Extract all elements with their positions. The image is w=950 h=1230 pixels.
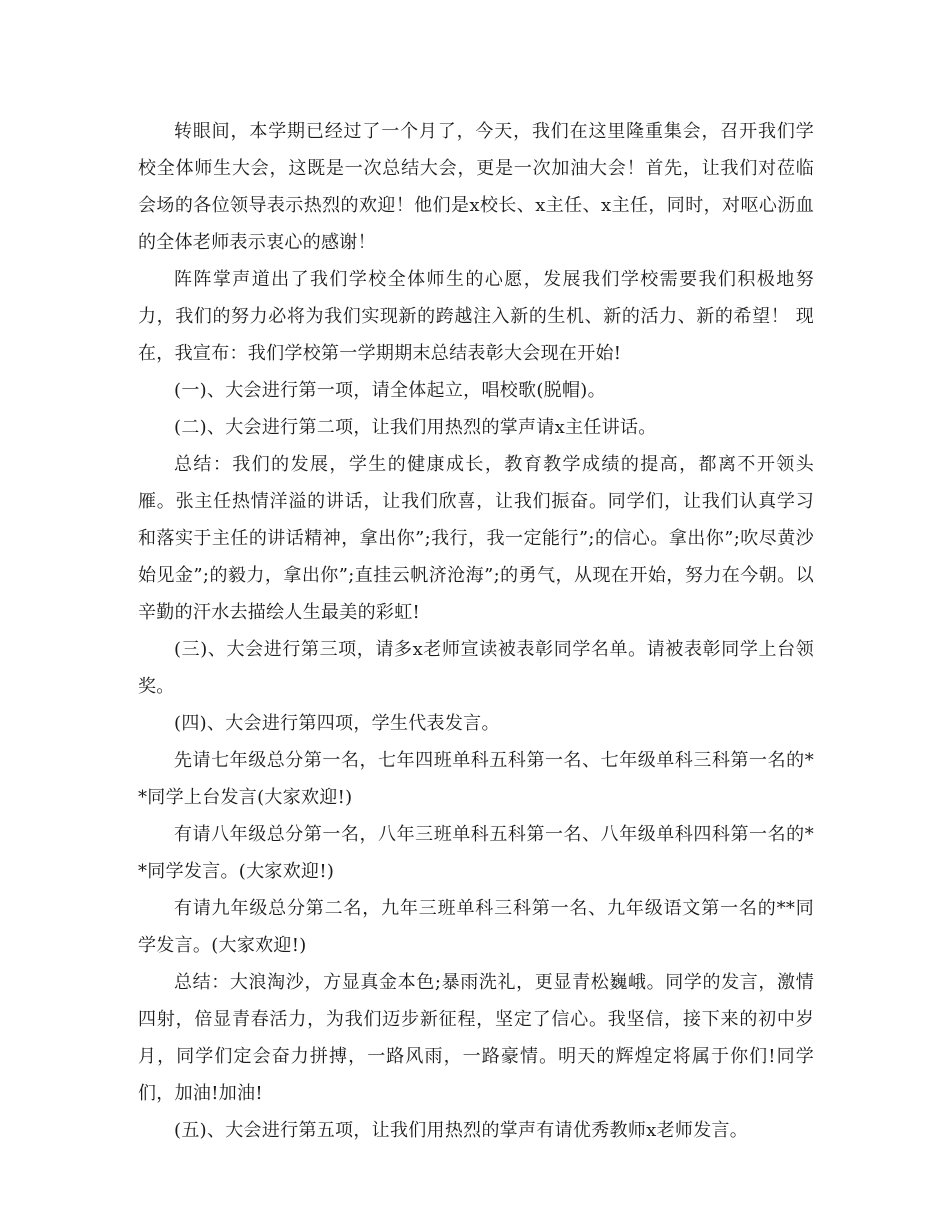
paragraph-speaker-grade7: 先请七年级总分第一名，七年四班单科五科第一名、七年级单科三科第一名的**同学上台发言(大家欢迎!) <box>138 750 814 808</box>
paragraph-item-5: (五)、大会进行第五项，让我们用热烈的掌声有请优秀教师x老师发言。 <box>174 1120 749 1141</box>
paragraph-item-1: (一)、大会进行第一项，请全体起立，唱校歌(脱帽)。 <box>174 380 606 401</box>
paragraph-summary-1: 总结：我们的发展，学生的健康成长，教育教学成绩的提高，都离不开领头雁。张主任热情洋溢的讲话，让我们欣喜，让我们振奋。同学们，让我们认真学习和落实于主任的讲话精神，拿出你”;我行，我一定能行”;的信心。拿出你”;吹尽黄沙始见金”;的毅力，拿出你”;直挂云帆济沧海”;的勇气，从现在开始，努力在今朝。以辛勤的汗水去描绘人生最美的彩虹! <box>138 454 814 623</box>
paragraph-item-4: (四)、大会进行第四项，学生代表发言。 <box>174 713 500 734</box>
paragraph-speaker-grade8: 有请八年级总分第一名，八年三班单科五科第一名、八年级单科四科第一名的**同学发言。(大家欢迎!) <box>138 824 814 882</box>
paragraph-opening: 转眼间，本学期已经过了一个月了，今天，我们在这里隆重集会，召开我们学校全体师生大会，这既是一次总结大会，更是一次加油大会！首先，让我们对莅临会场的各位领导表示热烈的欢迎！他们是x校长、x主任、x主任，同时，对呕心沥血的全体老师表示衷心的感谢！ <box>138 121 814 253</box>
paragraph-speaker-grade9: 有请九年级总分第二名，九年三班单科三科第一名、九年级语文第一名的**同学发言。(大家欢迎!) <box>138 898 814 956</box>
paragraph-announcement: 阵阵掌声道出了我们学校全体师生的心愿，发展我们学校需要我们积极地努力，我们的努力必将为我们实现新的跨越注入新的生机、新的活力、新的希望！ 现在，我宣布：我们学校第一学期期末总结表彰大会现在开始! <box>138 269 814 364</box>
document-body <box>138 113 814 1149</box>
paragraph-item-2: (二)、大会进行第二项，让我们用热烈的掌声请x主任讲话。 <box>174 417 657 438</box>
paragraph-item-3: (三)、大会进行第三项，请多x老师宣读被表彰同学名单。请被表彰同学上台领奖。 <box>138 639 814 697</box>
paragraph-summary-2: 总结：大浪淘沙，方显真金本色;暴雨洗礼，更显青松巍峨。同学的发言，激情四射，倍显青春活力，为我们迈步新征程，坚定了信心。我坚信，接下来的初中岁月，同学们定会奋力拼搏，一路风雨，一路豪情。明天的辉煌定将属于你们!同学们，加油!加油! <box>138 972 814 1104</box>
